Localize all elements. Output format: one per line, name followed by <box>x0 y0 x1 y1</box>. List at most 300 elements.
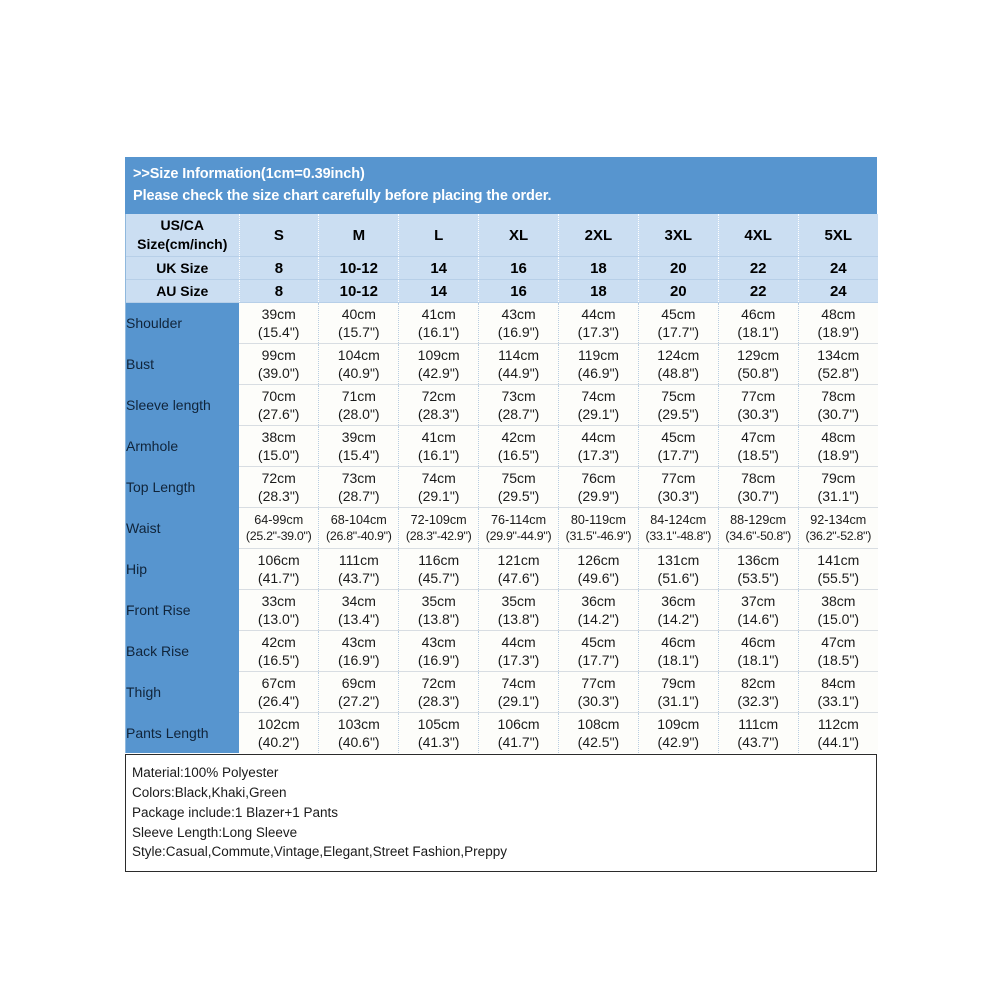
measurement-value-inch: (16.1") <box>417 324 460 341</box>
measurement-value-cm: 76-114cm <box>491 512 547 527</box>
measurement-label: Sleeve length <box>126 385 239 426</box>
measurement-value-cell <box>399 672 479 713</box>
measurement-value-cell <box>559 713 639 754</box>
measurement-value-cm: 119cm <box>577 346 619 363</box>
size-chart <box>125 157 877 872</box>
product-notes-box <box>125 754 877 872</box>
size-header-cell: 10-12 <box>319 257 399 280</box>
measurement-value-cm: 46cm <box>741 305 776 322</box>
measurement-value-inch: (29.9"-44.9") <box>485 529 552 544</box>
size-system-label: AU Size <box>126 280 239 303</box>
measurement-value-cell <box>479 508 559 549</box>
measurement-value-inch: (47.6") <box>497 570 540 587</box>
measurement-value-cm: 45cm <box>661 305 696 322</box>
measurement-value-inch: (28.7") <box>497 406 540 423</box>
measurement-value-cell <box>399 385 479 426</box>
measurement-value-cell <box>638 385 718 426</box>
measurement-value-cm: 45cm <box>661 428 696 445</box>
measurement-value-inch: (17.3") <box>577 447 620 464</box>
measurement-value-cell <box>479 467 559 508</box>
measurement-value-cm: 79cm <box>661 674 696 691</box>
measurement-value-inch: (36.2"-52.8") <box>805 529 872 544</box>
measurement-value-inch: (45.7") <box>417 570 460 587</box>
measurement-value-inch: (16.9") <box>338 652 380 669</box>
size-header-cell: 8 <box>239 257 319 280</box>
measurement-value-cell <box>559 590 639 631</box>
size-header-cell: 16 <box>479 257 559 280</box>
measurement-value-inch: (30.7") <box>737 488 779 505</box>
banner-title: >>Size Information(1cm=0.39inch) <box>133 166 365 182</box>
measurement-value-cm: 64-99cm <box>254 512 304 527</box>
measurement-value-cm: 48cm <box>821 428 856 445</box>
measurement-value-cm: 74cm <box>501 674 536 691</box>
measurement-value-cm: 80-119cm <box>570 512 626 527</box>
measurement-value-cell <box>718 672 798 713</box>
measurement-value-cm: 35cm <box>421 592 456 609</box>
measurement-value-inch: (40.2") <box>257 734 300 751</box>
measurement-value-cm: 92-134cm <box>810 512 867 527</box>
measurement-value-inch: (15.4") <box>338 447 380 464</box>
measurement-value-cell <box>399 508 479 549</box>
measurement-value-cell <box>798 426 878 467</box>
measurement-value-inch: (39.0") <box>257 365 300 382</box>
measurement-value-cm: 75cm <box>501 469 536 486</box>
measurement-value-inch: (32.3") <box>737 693 779 710</box>
measurement-value-cell <box>559 426 639 467</box>
measurement-value-inch: (28.3") <box>257 488 300 505</box>
measurement-value-cell <box>239 549 319 590</box>
measurement-value-cm: 38cm <box>821 592 856 609</box>
measurement-value-cell <box>319 713 399 754</box>
measurement-value-cell <box>239 426 319 467</box>
measurement-value-inch: (28.0") <box>338 406 380 423</box>
measurement-value-inch: (28.3") <box>417 693 460 710</box>
measurement-value-cm: 72cm <box>421 387 456 404</box>
size-header-cell: 20 <box>638 280 718 303</box>
product-note-line: Sleeve Length:Long Sleeve <box>132 824 298 840</box>
measurement-value-cm: 79cm <box>821 469 856 486</box>
measurement-value-cell <box>798 303 878 344</box>
measurement-value-cell <box>239 467 319 508</box>
measurement-value-cm: 72-109cm <box>410 512 467 527</box>
measurement-value-cell <box>239 672 319 713</box>
measurement-value-cm: 76cm <box>581 469 616 486</box>
measurement-value-cm: 38cm <box>261 428 296 445</box>
measurement-value-cell <box>479 672 559 713</box>
measurement-value-inch: (13.8") <box>417 611 460 628</box>
measurement-value-inch: (30.3") <box>737 406 779 423</box>
measurement-label: Hip <box>126 549 239 590</box>
measurement-value-inch: (16.5") <box>257 652 300 669</box>
product-note-line: Style:Casual,Commute,Vintage,Elegant,Street Fashion,Preppy <box>132 844 507 860</box>
measurement-row <box>126 426 878 467</box>
measurement-row <box>126 508 878 549</box>
measurement-row <box>126 549 878 590</box>
measurement-value-cm: 71cm <box>341 387 376 404</box>
measurement-value-inch: (29.1") <box>417 488 460 505</box>
measurement-value-inch: (28.3") <box>417 406 460 423</box>
measurement-value-inch: (33.1") <box>817 693 860 710</box>
measurement-value-cm: 73cm <box>341 469 376 486</box>
measurement-value-inch: (40.9") <box>338 365 380 382</box>
size-header-cell: 22 <box>718 257 798 280</box>
measurement-value-inch: (41.3") <box>417 734 460 751</box>
measurement-label: Front Rise <box>126 590 239 631</box>
measurement-value-cell <box>479 713 559 754</box>
measurement-value-inch: (16.9") <box>417 652 460 669</box>
measurement-value-cm: 43cm <box>341 633 376 650</box>
size-system-row <box>126 257 878 280</box>
measurement-value-cm: 74cm <box>421 469 456 486</box>
measurement-value-cell <box>319 344 399 385</box>
measurement-value-inch: (15.0") <box>817 611 860 628</box>
product-note-line: Package include:1 Blazer+1 Pants <box>132 804 339 820</box>
measurement-value-cm: 88-129cm <box>730 512 787 527</box>
measurement-value-cm: 77cm <box>661 469 696 486</box>
measurement-value-cm: 111cm <box>738 715 779 732</box>
measurement-value-cm: 106cm <box>257 551 300 568</box>
measurement-value-cm: 72cm <box>261 469 296 486</box>
measurement-row <box>126 303 878 344</box>
measurement-value-cm: 41cm <box>421 305 456 322</box>
measurement-value-inch: (31.1") <box>657 693 700 710</box>
measurement-value-cm: 44cm <box>581 428 616 445</box>
measurement-value-inch: (42.9") <box>417 365 460 382</box>
measurement-value-cm: 141cm <box>817 551 860 568</box>
size-header-cell: M <box>319 214 399 257</box>
measurement-value-inch: (17.3") <box>497 652 540 669</box>
size-system-label-line2: Size(cm/inch) <box>137 236 228 253</box>
size-header-cell: L <box>399 214 479 257</box>
measurement-value-cm: 39cm <box>261 305 296 322</box>
measurement-row <box>126 467 878 508</box>
size-header-cell: 10-12 <box>319 280 399 303</box>
measurement-value-cell <box>479 385 559 426</box>
measurement-value-inch: (18.5") <box>817 652 860 669</box>
size-header-cell: 3XL <box>638 214 718 257</box>
size-header-cell: 24 <box>798 280 878 303</box>
size-header-cell: 2XL <box>559 214 639 257</box>
measurement-value-cm: 46cm <box>661 633 696 650</box>
measurement-label: Back Rise <box>126 631 239 672</box>
measurement-value-cm: 73cm <box>501 387 536 404</box>
measurement-value-cell <box>319 631 399 672</box>
measurement-value-cm: 43cm <box>501 305 536 322</box>
measurement-value-cm: 111cm <box>338 551 379 568</box>
size-table <box>126 214 878 753</box>
measurement-value-cell <box>399 426 479 467</box>
measurement-value-cm: 104cm <box>337 346 380 363</box>
measurement-value-cm: 75cm <box>661 387 696 404</box>
measurement-value-inch: (55.5") <box>817 570 860 587</box>
measurement-value-cell <box>239 590 319 631</box>
size-information-banner <box>125 157 877 214</box>
measurement-value-cell <box>239 344 319 385</box>
measurement-value-inch: (30.7") <box>817 406 860 423</box>
measurement-label: Thigh <box>126 672 239 713</box>
measurement-value-cm: 109cm <box>657 715 700 732</box>
measurement-value-cm: 44cm <box>501 633 536 650</box>
measurement-value-cm: 48cm <box>821 305 856 322</box>
measurement-value-cell <box>718 385 798 426</box>
measurement-value-inch: (29.1") <box>497 693 540 710</box>
measurement-value-cm: 40cm <box>341 305 376 322</box>
measurement-value-cm: 36cm <box>661 592 696 609</box>
size-system-label-line1: US/CA <box>160 217 205 234</box>
measurement-value-cell <box>399 467 479 508</box>
measurement-value-cell <box>798 385 878 426</box>
size-system-label: UK Size <box>126 257 239 280</box>
measurement-value-cm: 108cm <box>577 715 620 732</box>
measurement-value-cell <box>559 467 639 508</box>
measurement-value-cm: 84-124cm <box>650 512 707 527</box>
measurement-value-inch: (52.8") <box>817 365 860 382</box>
measurement-value-cell <box>479 549 559 590</box>
measurement-value-inch: (28.7") <box>338 488 380 505</box>
measurement-value-cell <box>559 303 639 344</box>
size-header-cell: 20 <box>638 257 718 280</box>
measurement-value-cm: 36cm <box>581 592 616 609</box>
measurement-value-inch: (18.9") <box>817 447 860 464</box>
measurement-value-cm: 42cm <box>501 428 536 445</box>
measurement-value-inch: (29.9") <box>577 488 620 505</box>
measurement-row <box>126 631 878 672</box>
measurement-value-inch: (30.3") <box>577 693 620 710</box>
measurement-value-cell <box>718 590 798 631</box>
measurement-value-cell <box>319 672 399 713</box>
measurement-value-inch: (13.0") <box>257 611 300 628</box>
measurement-value-inch: (18.1") <box>737 652 779 669</box>
size-header-cell: 5XL <box>798 214 878 257</box>
measurement-value-inch: (42.5") <box>577 734 620 751</box>
measurement-value-cell <box>559 344 639 385</box>
measurement-value-cell <box>559 508 639 549</box>
measurement-value-cm: 41cm <box>421 428 456 445</box>
measurement-value-inch: (17.7") <box>657 324 700 341</box>
measurement-row <box>126 344 878 385</box>
measurement-value-inch: (48.8") <box>657 365 700 382</box>
measurement-value-cell <box>479 303 559 344</box>
measurement-value-cm: 45cm <box>581 633 616 650</box>
measurement-value-cm: 72cm <box>421 674 456 691</box>
measurement-value-cm: 82cm <box>741 674 776 691</box>
size-table-frame <box>125 214 877 753</box>
measurement-value-cell <box>638 467 718 508</box>
measurement-value-cell <box>718 549 798 590</box>
measurement-value-cm: 103cm <box>337 715 380 732</box>
measurement-value-cell <box>798 549 878 590</box>
measurement-value-inch: (18.1") <box>657 652 700 669</box>
measurement-value-inch: (34.6"-50.8") <box>725 529 791 544</box>
measurement-value-inch: (16.9") <box>497 324 540 341</box>
measurement-value-cell <box>319 426 399 467</box>
size-header-cell: 16 <box>479 280 559 303</box>
measurement-value-cell <box>319 590 399 631</box>
size-header-cell: XL <box>479 214 559 257</box>
measurement-value-inch: (40.6") <box>338 734 380 751</box>
size-header-cell: 18 <box>559 257 639 280</box>
size-header-cell: 22 <box>718 280 798 303</box>
measurement-value-cm: 77cm <box>741 387 776 404</box>
measurement-value-inch: (14.6") <box>737 611 779 628</box>
measurement-value-cm: 43cm <box>421 633 456 650</box>
measurement-value-cm: 33cm <box>261 592 296 609</box>
measurement-value-cell <box>718 467 798 508</box>
measurement-value-cell <box>399 631 479 672</box>
measurement-value-cm: 114cm <box>498 346 540 363</box>
measurement-value-cell <box>638 549 718 590</box>
measurement-value-inch: (13.4") <box>338 611 380 628</box>
measurement-value-cell <box>479 590 559 631</box>
measurement-value-cm: 116cm <box>418 551 460 568</box>
measurement-label: Bust <box>126 344 239 385</box>
measurement-label: Top Length <box>126 467 239 508</box>
measurement-value-cell <box>479 631 559 672</box>
size-header-cell: 24 <box>798 257 878 280</box>
measurement-value-cell <box>718 303 798 344</box>
measurement-value-inch: (18.5") <box>737 447 779 464</box>
measurement-value-inch: (50.8") <box>737 365 779 382</box>
measurement-row <box>126 672 878 713</box>
measurement-value-cm: 69cm <box>341 674 376 691</box>
measurement-value-cell <box>798 590 878 631</box>
measurement-value-inch: (44.9") <box>497 365 540 382</box>
measurement-value-inch: (31.1") <box>817 488 860 505</box>
measurement-value-cm: 112cm <box>817 715 859 732</box>
measurement-value-cell <box>638 303 718 344</box>
measurement-value-cm: 134cm <box>817 346 860 363</box>
measurement-value-cell <box>319 385 399 426</box>
measurement-value-cm: 74cm <box>581 387 616 404</box>
measurement-value-inch: (31.5"-46.9") <box>565 529 632 544</box>
size-header-cell: 8 <box>239 280 319 303</box>
measurement-value-inch: (18.9") <box>817 324 860 341</box>
measurement-value-cm: 46cm <box>741 633 776 650</box>
measurement-value-cell <box>479 344 559 385</box>
measurement-value-cell <box>319 303 399 344</box>
measurement-value-inch: (30.3") <box>657 488 700 505</box>
measurement-value-cell <box>239 303 319 344</box>
measurement-value-inch: (43.7") <box>737 734 779 751</box>
measurement-value-cell <box>239 713 319 754</box>
measurement-row <box>126 590 878 631</box>
measurement-value-cell <box>479 426 559 467</box>
measurement-value-cell <box>559 631 639 672</box>
measurement-value-cm: 124cm <box>657 346 700 363</box>
measurement-value-cm: 129cm <box>737 346 780 363</box>
measurement-value-cm: 34cm <box>341 592 376 609</box>
measurement-value-inch: (13.8") <box>497 611 540 628</box>
measurement-value-inch: (15.4") <box>257 324 300 341</box>
measurement-value-cm: 68-104cm <box>330 512 387 527</box>
banner-subtitle: Please check the size chart carefully before placing the order. <box>133 188 552 205</box>
measurement-value-inch: (26.8"-40.9") <box>326 529 392 544</box>
measurement-value-cm: 136cm <box>737 551 780 568</box>
measurement-value-cell <box>399 590 479 631</box>
measurement-value-cm: 105cm <box>417 715 460 732</box>
measurement-value-inch: (28.3"-42.9") <box>405 529 472 544</box>
measurement-value-cell <box>638 631 718 672</box>
measurement-value-cell <box>399 549 479 590</box>
measurement-value-inch: (41.7") <box>257 570 300 587</box>
measurement-value-cm: 99cm <box>261 346 296 363</box>
measurement-value-cell <box>638 672 718 713</box>
measurement-value-inch: (17.7") <box>657 447 700 464</box>
measurement-value-inch: (49.6") <box>577 570 620 587</box>
measurement-value-cm: 102cm <box>257 715 300 732</box>
measurement-value-inch: (41.7") <box>497 734 540 751</box>
measurement-label: Pants Length <box>126 713 239 754</box>
measurement-value-cell <box>319 467 399 508</box>
measurement-value-cell <box>718 631 798 672</box>
measurement-value-inch: (53.5") <box>737 570 779 587</box>
measurement-value-inch: (17.3") <box>577 324 620 341</box>
size-header-cell: 4XL <box>718 214 798 257</box>
measurement-value-inch: (15.7") <box>338 324 380 341</box>
measurement-label: Armhole <box>126 426 239 467</box>
measurement-value-cell <box>798 713 878 754</box>
measurement-value-inch: (29.5") <box>657 406 700 423</box>
measurement-value-inch: (14.2") <box>577 611 620 628</box>
measurement-value-cm: 39cm <box>341 428 376 445</box>
measurement-value-inch: (14.2") <box>657 611 700 628</box>
size-system-row <box>126 280 878 303</box>
measurement-value-cell <box>718 713 798 754</box>
measurement-value-cm: 35cm <box>501 592 536 609</box>
measurement-value-inch: (25.2"-39.0") <box>245 529 312 544</box>
measurement-value-cm: 47cm <box>741 428 776 445</box>
measurement-value-inch: (18.1") <box>737 324 779 341</box>
measurement-row <box>126 385 878 426</box>
measurement-value-cell <box>638 508 718 549</box>
product-note-line: Colors:Black,Khaki,Green <box>132 784 287 800</box>
measurement-value-cell <box>559 672 639 713</box>
measurement-value-inch: (27.2") <box>338 693 380 710</box>
measurement-value-cell <box>638 426 718 467</box>
measurement-value-inch: (51.6") <box>657 570 700 587</box>
measurement-value-cell <box>399 344 479 385</box>
measurement-value-inch: (29.1") <box>577 406 620 423</box>
measurement-value-cm: 67cm <box>261 674 296 691</box>
measurement-value-cm: 44cm <box>581 305 616 322</box>
measurement-value-cm: 78cm <box>821 387 856 404</box>
measurement-value-cell <box>319 508 399 549</box>
measurement-value-inch: (16.1") <box>417 447 460 464</box>
measurement-value-cell <box>559 549 639 590</box>
size-system-row <box>126 214 878 257</box>
measurement-value-inch: (43.7") <box>338 570 380 587</box>
measurement-value-cell <box>239 631 319 672</box>
size-header-cell: S <box>239 214 319 257</box>
measurement-value-cell <box>559 385 639 426</box>
measurement-value-cell <box>319 549 399 590</box>
measurement-value-cm: 106cm <box>497 715 540 732</box>
measurement-value-cm: 109cm <box>417 346 460 363</box>
measurement-value-cell <box>399 303 479 344</box>
measurement-value-cm: 42cm <box>261 633 296 650</box>
measurement-value-cm: 121cm <box>497 551 540 568</box>
measurement-value-inch: (16.5") <box>497 447 540 464</box>
measurement-value-cell <box>638 590 718 631</box>
measurement-value-cm: 77cm <box>581 674 616 691</box>
measurement-value-cell <box>718 426 798 467</box>
measurement-value-inch: (46.9") <box>577 365 620 382</box>
measurement-value-cell <box>798 631 878 672</box>
measurement-value-cell <box>798 344 878 385</box>
product-note-line: Material:100% Polyester <box>132 765 279 781</box>
measurement-row <box>126 713 878 754</box>
measurement-value-cm: 126cm <box>577 551 620 568</box>
